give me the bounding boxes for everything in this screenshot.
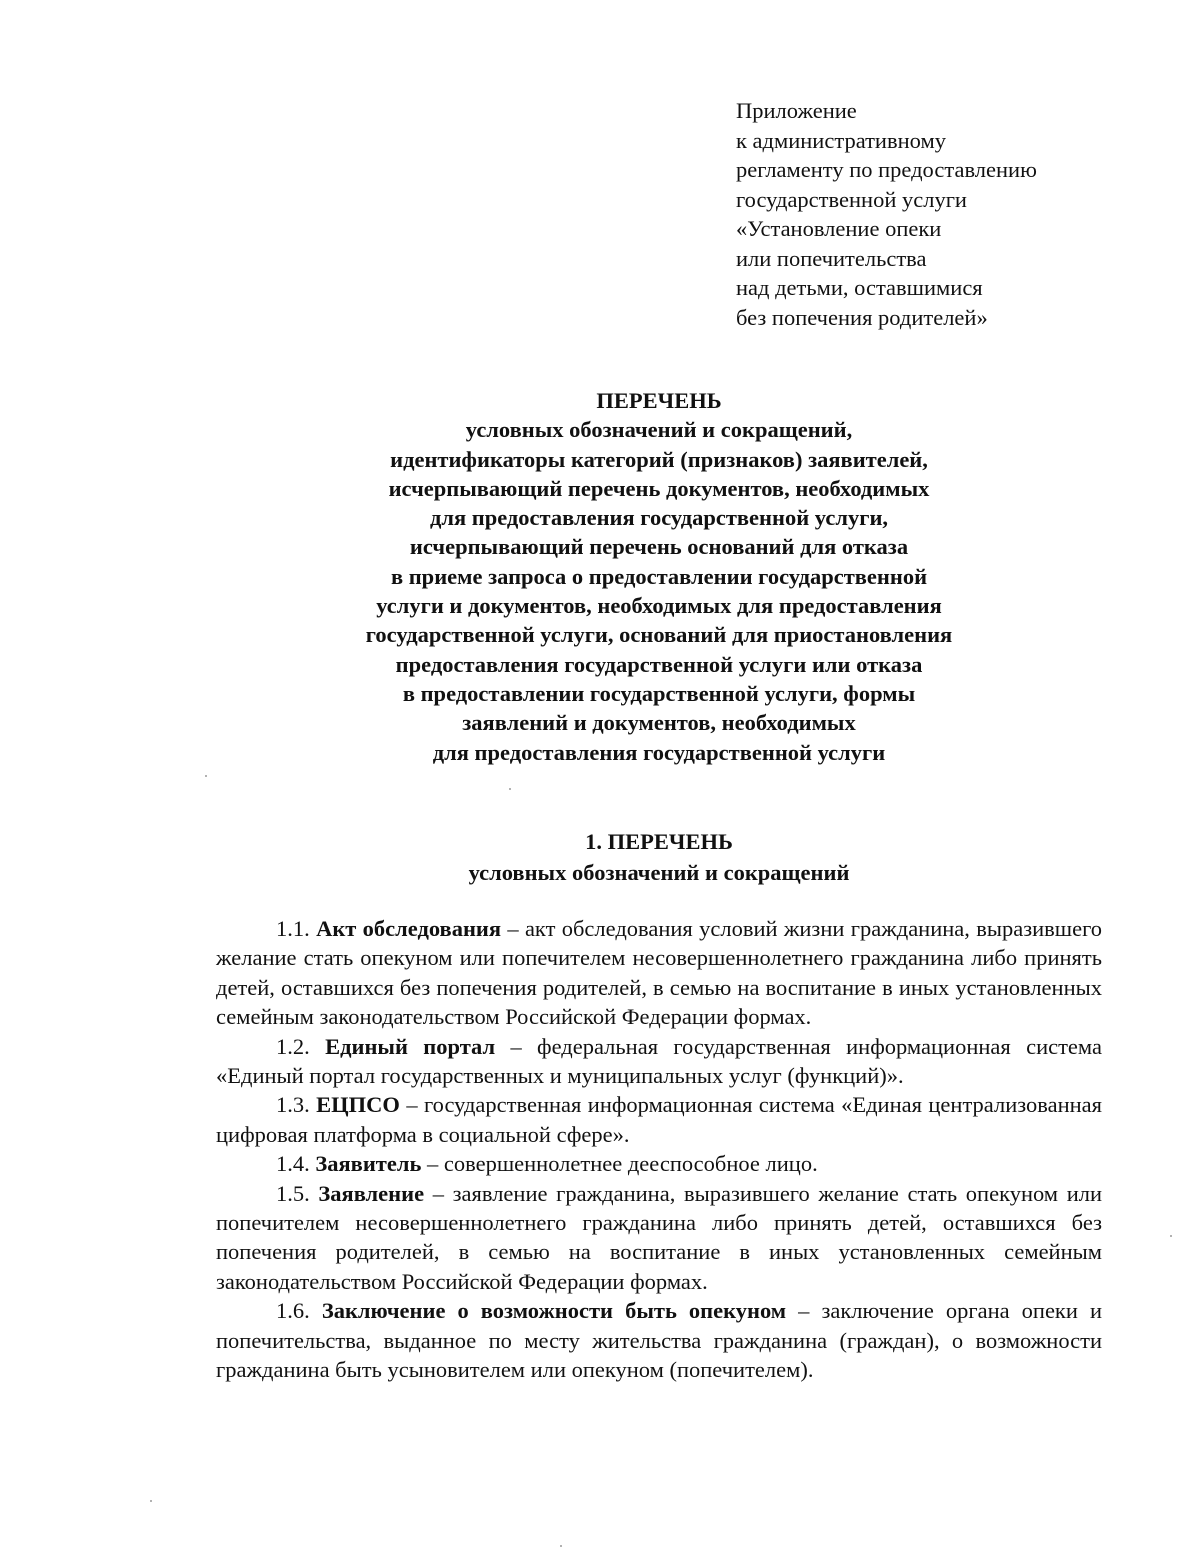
appendix-line: «Установление опеки xyxy=(736,216,942,241)
definition-item xyxy=(216,1296,1102,1384)
appendix-line: к административному xyxy=(736,127,946,153)
definitions-list xyxy=(216,914,1102,1385)
appendix-line: без попечения родителей» xyxy=(736,304,988,330)
definition-number: 1.6. xyxy=(276,1298,310,1324)
title-line: для предоставления государственной услуги, xyxy=(429,505,889,531)
appendix-line: Приложение xyxy=(736,98,857,123)
title-line: в предоставлении государственной услуги, формы xyxy=(402,680,916,706)
title-line: условных обозначений и сокращений, xyxy=(465,417,853,443)
definition-text: – федеральная государственная информационная система «Единый портал государственных и муниципальных услуг (функций)». xyxy=(216,1033,1102,1089)
definition-term: Заявитель xyxy=(315,1151,422,1177)
definition-item xyxy=(216,1179,1102,1297)
title-line: услуги и документов, необходимых для предоставления xyxy=(376,593,942,619)
scan-speck xyxy=(150,1500,152,1502)
title-line: идентификаторы категорий (признаков) заявителей, xyxy=(390,446,928,472)
definition-number: 1.5. xyxy=(276,1180,310,1206)
title-line: государственной услуги, оснований для приостановления xyxy=(365,622,953,648)
definition-term: Заключение о возможности быть опекуном xyxy=(321,1298,787,1324)
scan-speck xyxy=(509,788,511,790)
definition-text: – акт обследования условий жизни гражданина, выразившего желание стать опекуном или попечителем несовершеннолетнего гражданина либо принять детей, оставшихся без попечения родителей, в семью на воспитание в иных установленных семейным законодательством Российской Федерации формах. xyxy=(216,916,1102,1030)
scan-speck xyxy=(560,1545,562,1547)
appendix-line: или попечительства xyxy=(736,245,927,271)
appendix-note xyxy=(736,96,1136,332)
definition-number: 1.3. xyxy=(276,1092,310,1118)
definition-text: – государственная информационная система «Единая централизованная цифровая платформа в социальной сфере». xyxy=(216,1092,1102,1147)
definition-number: 1.1. xyxy=(276,916,310,941)
definition-text: – заявление гражданина, выразившего желание стать опекуном или попечителем несовершеннолетнего гражданина либо принять детей, оставшихся без попечения родителей, в семью на воспитание в иных установленных семейным законодательством Российской Федерации формах. xyxy=(216,1180,1103,1294)
title-line: исчерпывающий перечень оснований для отказа xyxy=(409,534,909,560)
definition-item xyxy=(216,1149,1102,1178)
appendix-line: регламенту по предоставлению xyxy=(736,157,1037,182)
definition-text: – совершеннолетнее дееспособное лицо. xyxy=(421,1151,818,1177)
definition-item xyxy=(216,914,1102,1032)
definition-item xyxy=(216,1090,1102,1149)
title-line: исчерпывающий перечень документов, необходимых xyxy=(388,475,930,501)
title-line: для предоставления государственной услуги xyxy=(432,739,886,765)
definition-number: 1.4. xyxy=(276,1151,310,1177)
title-heading: ПЕРЕЧЕНЬ xyxy=(596,388,722,413)
scan-speck xyxy=(205,775,207,777)
definition-term: ЕЦПСО xyxy=(316,1092,400,1118)
title-line: предоставления государственной услуги или отказа xyxy=(395,651,923,677)
appendix-line: над детьми, оставшимися xyxy=(736,275,983,300)
definition-text: – заключение органа опеки и попечительства, выданное по месту жительства гражданина (граждан), о возможности гражданина быть усыновителем или опекуном (попечителем). xyxy=(216,1298,1103,1383)
title-line: заявлений и документов, необходимых xyxy=(462,710,856,736)
definition-term: Заявление xyxy=(318,1180,425,1206)
definition-term: Акт обследования xyxy=(316,916,502,941)
title-line: в приеме запроса о предоставлении государственной xyxy=(390,563,928,589)
definition-term: Единый портал xyxy=(325,1033,496,1059)
appendix-line: государственной услуги xyxy=(736,186,967,212)
scan-speck xyxy=(1170,1235,1172,1237)
section-heading: 1. ПЕРЕЧЕНЬ xyxy=(585,829,733,854)
definition-number: 1.2. xyxy=(276,1033,310,1059)
definition-item xyxy=(216,1032,1102,1091)
section-title xyxy=(0,826,1200,888)
section-subheading: условных обозначений и сокращений xyxy=(468,860,850,885)
document-title xyxy=(0,386,1200,767)
